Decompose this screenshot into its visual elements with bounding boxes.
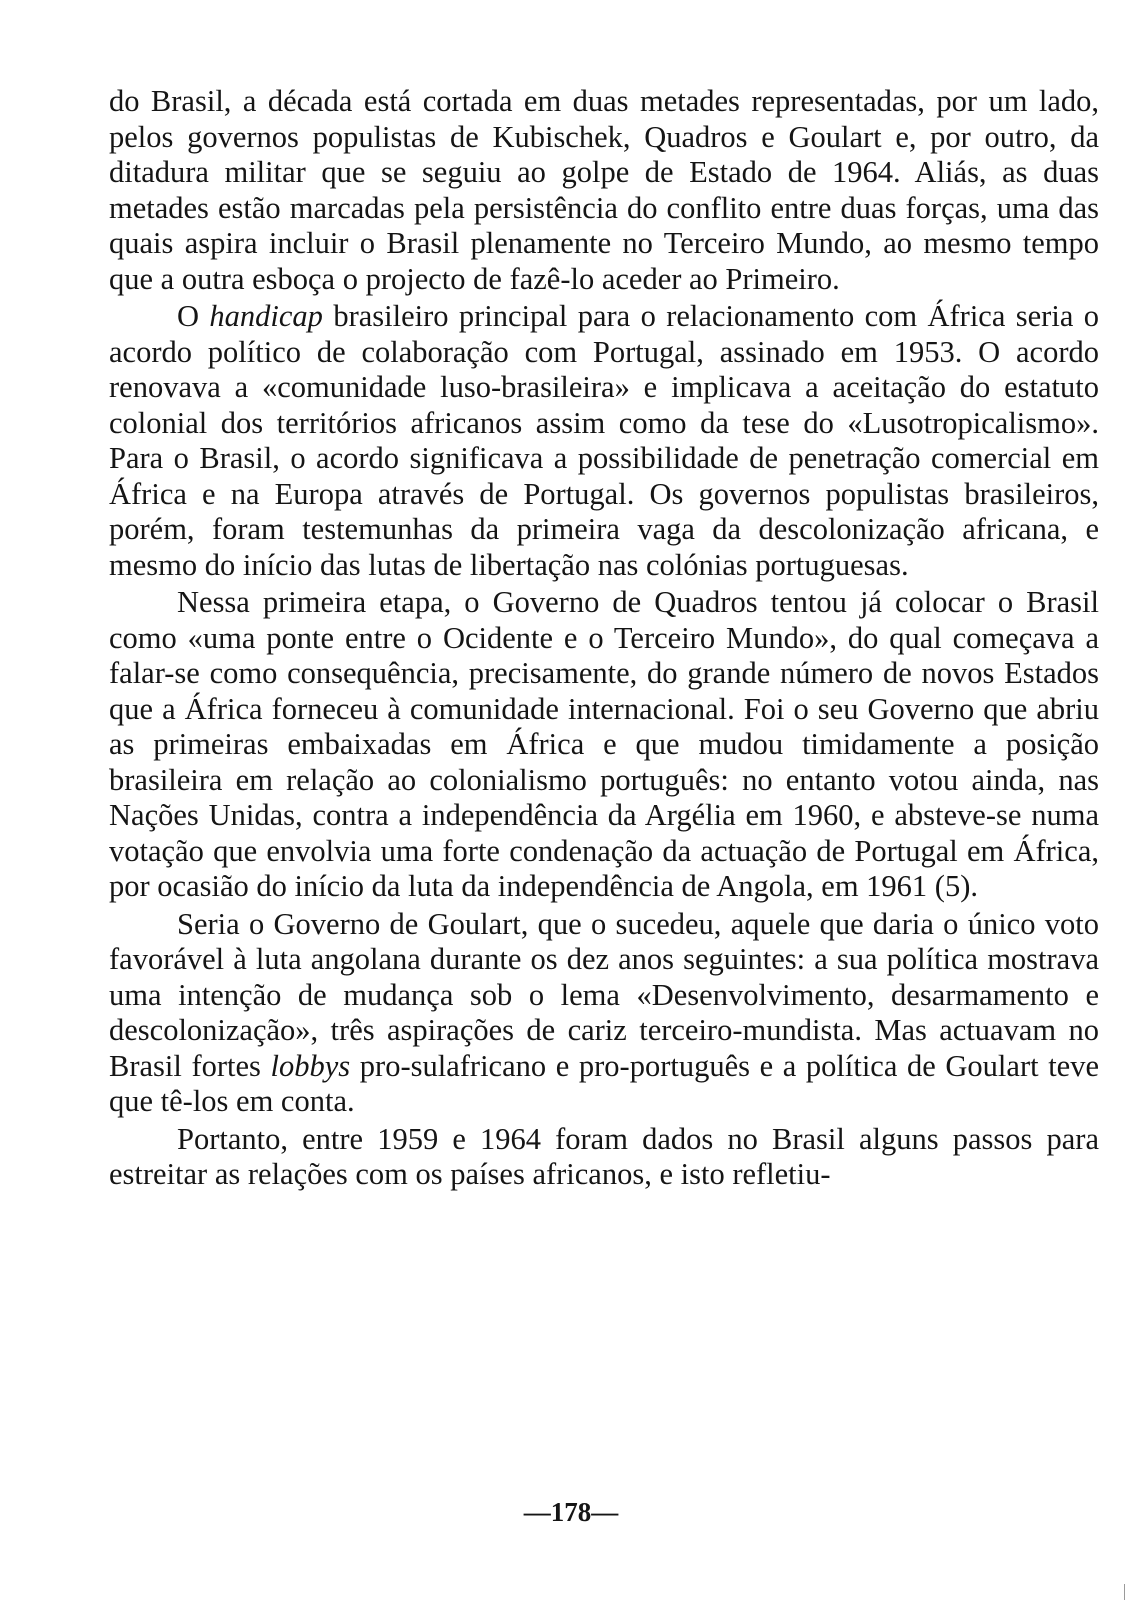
page-number: —178— <box>523 1497 619 1527</box>
paragraph <box>109 1122 1099 1193</box>
paragraph <box>109 585 1099 905</box>
paragraph-text: pro-sulafricano e pro-português e a política de Goulart teve que tê-los em conta. <box>109 1048 1099 1118</box>
paragraph <box>109 84 1099 297</box>
paragraph-text: Nessa primeira etapa, o Governo de Quadros tentou já colocar o Brasil como «uma ponte entre o Ocidente e o Terceiro Mundo», do qual começava a falar-se como consequência, precisamente, do grande número de novos Estados que a África forneceu à comunidade internacional. Foi o seu Governo que abriu as primeiras embaixadas em África e que mudou timidamente a posição brasileira em relação ao colonialismo português: no entanto votou ainda, nas Nações Unidas, contra a independência da Argélia em 1960, e absteve-se numa votação que envolvia uma forte condenação da actuação de Portugal em África, por ocasião do início da luta da independência de Angola, em 1961 (5). <box>109 585 1099 903</box>
scan-edge-mark <box>1124 1584 1125 1600</box>
italic-term: lobbys <box>270 1048 351 1083</box>
italic-term: handicap <box>209 299 323 333</box>
paragraph-text: Portanto, entre 1959 e 1964 foram dados no Brasil alguns passos para estreitar as relações com os países africanos, e isto refletiu- <box>109 1121 1099 1191</box>
document-body <box>109 84 1099 1193</box>
paragraph-text: brasileiro principal para o relacionamento com África seria o acordo político de colaboração com Portugal, assinado em 1953. O acordo renovava a «comunidade luso-brasileira» e implicava a aceitação do estatuto colonial dos territórios africanos assim como da tese do «Lusotropicalismo». Para o Brasil, o acordo significava a possibilidade de penetração comercial em África e na Europa através de Portugal. Os governos populistas brasileiros, porém, foram testemunhas da primeira vaga da descolonização africana, e mesmo do início das lutas de libertação nas colónias portuguesas. <box>109 299 1099 582</box>
paragraph <box>109 907 1099 1120</box>
paragraph-text: O <box>177 299 210 333</box>
paragraph <box>109 299 1099 583</box>
paragraph-text: Seria o Governo de Goulart, que o sucedeu, aquele que daria o único voto favorável à luta angolana durante os dez anos seguintes: a sua política mostrava uma intenção de mudança sob o lema «Desenvolvimento, desarmamento e descolonização», três aspirações de cariz terceiro-mundista. Mas actuavam no Brasil fortes <box>109 906 1099 1083</box>
paragraph-text: do Brasil, a década está cortada em duas metades representadas, por um lado, pelos governos populistas de Kubischek, Quadros e Goulart e, por outro, da ditadura militar que se seguiu ao golpe de Estado de 1964. Aliás, as duas metades estão marcadas pela persistência do conflito entre duas forças, uma das quais aspira incluir o Brasil plenamente no Terceiro Mundo, ao mesmo tempo que a outra esboça o projecto de fazê-lo aceder ao Primeiro. <box>109 84 1099 296</box>
